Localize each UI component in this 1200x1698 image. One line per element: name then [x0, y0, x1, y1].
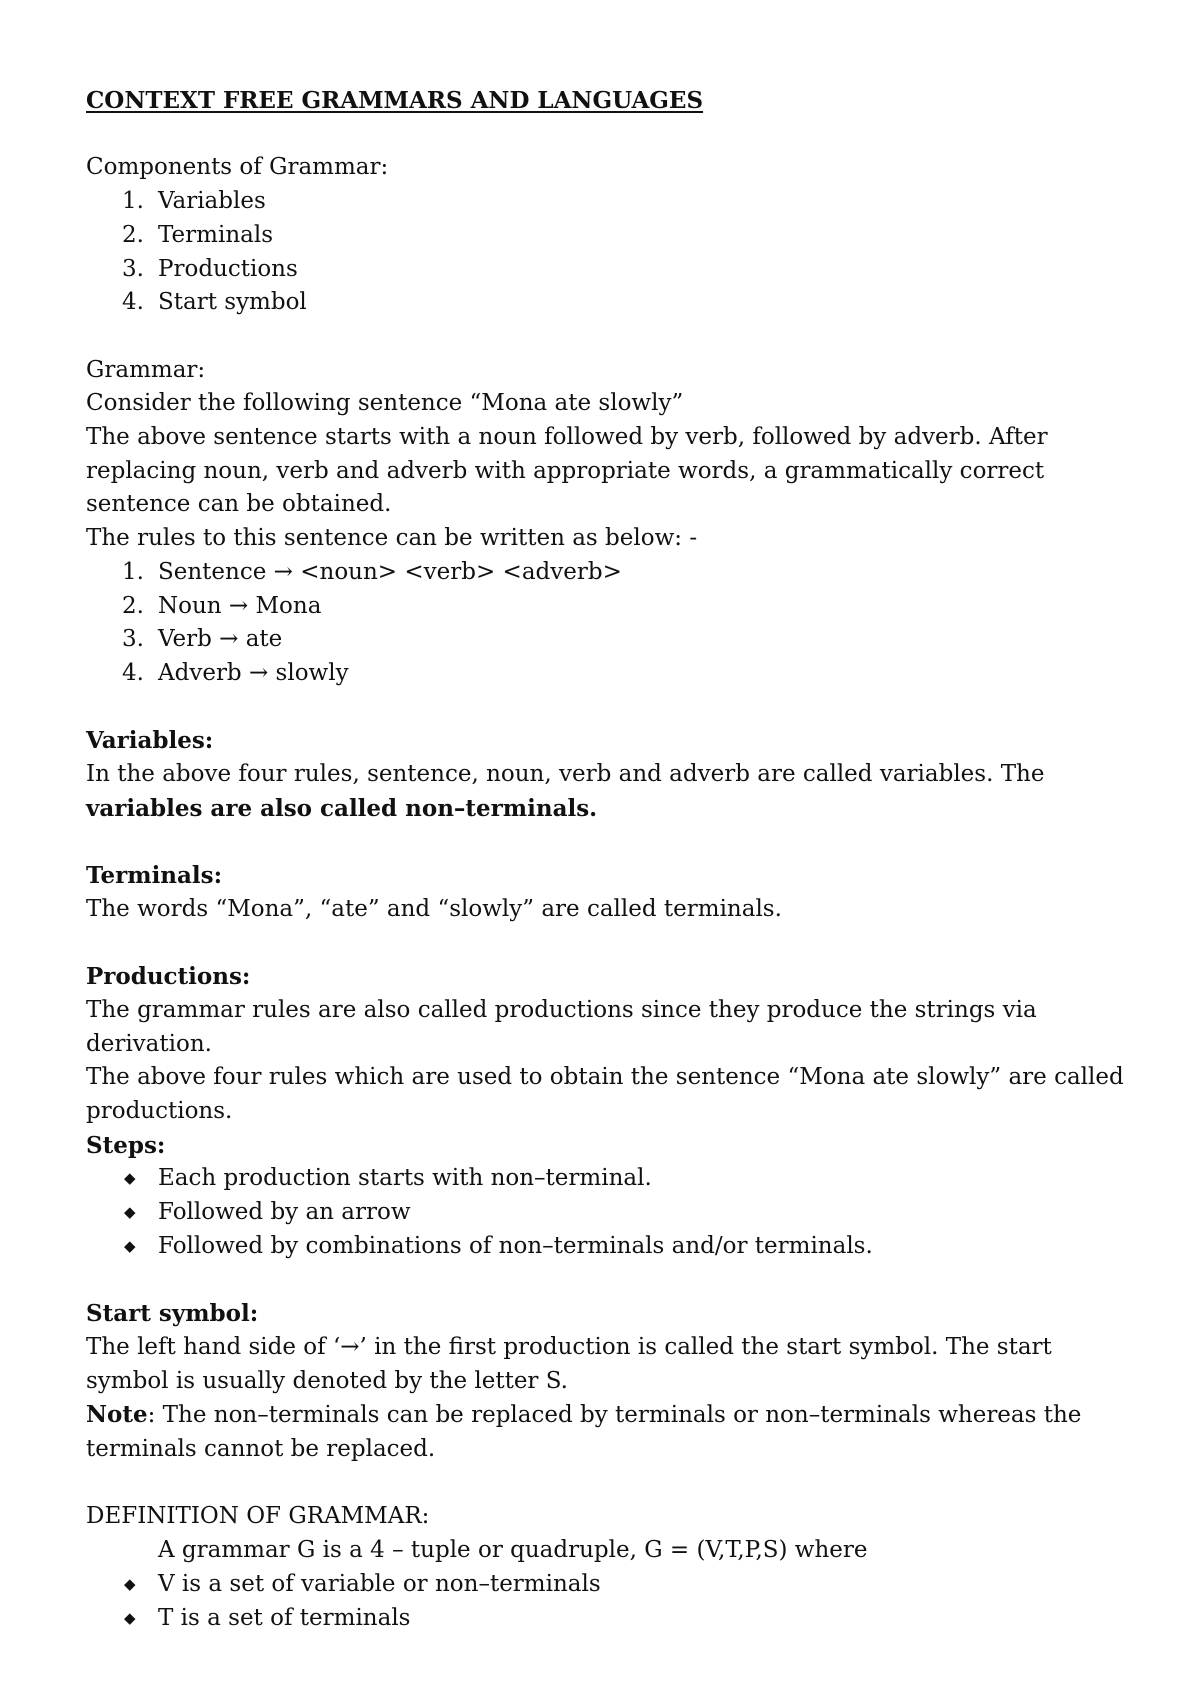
note-text: : The non–terminals can be replaced by terminals or non–terminals whereas the: [147, 1402, 1082, 1429]
terminals-heading: Terminals:: [86, 862, 223, 890]
spacer: [86, 1467, 1140, 1501]
list-number: 1.: [122, 188, 144, 215]
steps-list: [86, 1162, 1140, 1263]
rule-text: Sentence → <noun> <verb> <adverb>: [158, 558, 622, 585]
list-item-text: Start symbol: [158, 289, 307, 316]
start-symbol-heading: Start symbol:: [86, 1300, 259, 1328]
productions-line: productions.: [86, 1098, 233, 1125]
definition-intro: A grammar G is a 4 – tuple or quadruple, G = (V,T,P,S) where: [158, 1537, 868, 1564]
list-item-text: Productions: [158, 255, 298, 282]
list-item: [86, 623, 1140, 657]
diamond-bullet-icon: ◆: [124, 1236, 136, 1255]
note-label: Note: [86, 1401, 148, 1429]
spacer: [86, 320, 1140, 354]
productions-heading: Productions:: [86, 963, 251, 991]
spacer: [86, 927, 1140, 961]
list-item: [86, 1568, 1140, 1602]
diamond-bullet-icon: ◆: [124, 1574, 136, 1593]
rule-text: Noun → Mona: [158, 592, 322, 619]
rules-list: [86, 556, 1140, 691]
grammar-line: The above sentence starts with a noun followed by verb, followed by adverb. After: [86, 424, 1048, 450]
list-item: [86, 219, 1140, 253]
start-symbol-line: symbol is usually denoted by the letter S.: [86, 1367, 568, 1394]
step-text: Each production starts with non–terminal.: [158, 1165, 652, 1192]
definition-heading: DEFINITION OF GRAMMAR:: [86, 1503, 430, 1530]
steps-heading: Steps:: [86, 1131, 166, 1159]
variables-bold-line: variables are also called non–terminals.: [86, 794, 598, 822]
definition-item-text: T is a set of terminals: [158, 1604, 411, 1631]
rule-text: Verb → ate: [158, 626, 283, 653]
rule-text: Adverb → slowly: [158, 659, 349, 686]
list-number: 4.: [122, 659, 144, 686]
definition-item-text: V is a set of variable or non–terminals: [158, 1570, 601, 1597]
definition-list: [86, 1568, 1140, 1635]
components-list: [86, 185, 1140, 320]
grammar-line: replacing noun, verb and adverb with appropriate words, a grammatically correct: [86, 457, 1045, 484]
diamond-bullet-icon: ◆: [124, 1169, 136, 1188]
grammar-heading: Grammar:: [86, 356, 206, 383]
step-text: Followed by an arrow: [158, 1199, 411, 1226]
list-item: [86, 185, 1140, 219]
spacer: [86, 118, 1140, 152]
list-item: [86, 556, 1140, 590]
spacer: [86, 825, 1140, 859]
list-item: [86, 1230, 1140, 1264]
productions-line: derivation.: [86, 1030, 212, 1057]
grammar-line: sentence can be obtained.: [86, 491, 392, 518]
list-item: [86, 253, 1140, 287]
productions-line: The grammar rules are also called productions since they produce the strings via: [86, 996, 1037, 1023]
list-item: [86, 1196, 1140, 1230]
note-line-2: terminals cannot be replaced.: [86, 1436, 436, 1463]
list-number: 3.: [122, 626, 144, 653]
list-item: [86, 657, 1140, 691]
list-number: 1.: [122, 558, 144, 585]
diamond-bullet-icon: ◆: [124, 1608, 136, 1627]
list-item-text: Terminals: [158, 221, 274, 248]
step-text: Followed by combinations of non–terminals and/or terminals.: [158, 1232, 873, 1259]
list-item-text: Variables: [158, 188, 266, 215]
list-item: [86, 1162, 1140, 1196]
list-number: 2.: [122, 592, 144, 619]
diamond-bullet-icon: ◆: [124, 1203, 136, 1222]
grammar-line: The rules to this sentence can be written as below: -: [86, 525, 698, 552]
list-number: 2.: [122, 221, 144, 248]
list-item: [86, 590, 1140, 624]
list-item: [86, 1602, 1140, 1636]
list-number: 4.: [122, 289, 144, 316]
components-heading: Components of Grammar:: [86, 154, 389, 181]
note-line: [86, 1398, 1140, 1433]
start-symbol-line: The left hand side of ‘→’ in the first production is called the start symbol. The start: [86, 1333, 1052, 1360]
page-title: CONTEXT FREE GRAMMARS AND LANGUAGES: [86, 87, 704, 114]
grammar-line: Consider the following sentence “Mona ate slowly”: [86, 390, 684, 417]
spacer: [86, 1264, 1140, 1298]
list-number: 3.: [122, 255, 144, 282]
list-item: [86, 286, 1140, 320]
variables-heading: Variables:: [86, 727, 214, 755]
spacer: [86, 691, 1140, 725]
productions-line: The above four rules which are used to obtain the sentence “Mona ate slowly” are called: [86, 1064, 1124, 1091]
variables-line: In the above four rules, sentence, noun, verb and adverb are called variables. The: [86, 761, 1045, 788]
terminals-line: The words “Mona”, “ate” and “slowly” are called terminals.: [86, 895, 782, 922]
